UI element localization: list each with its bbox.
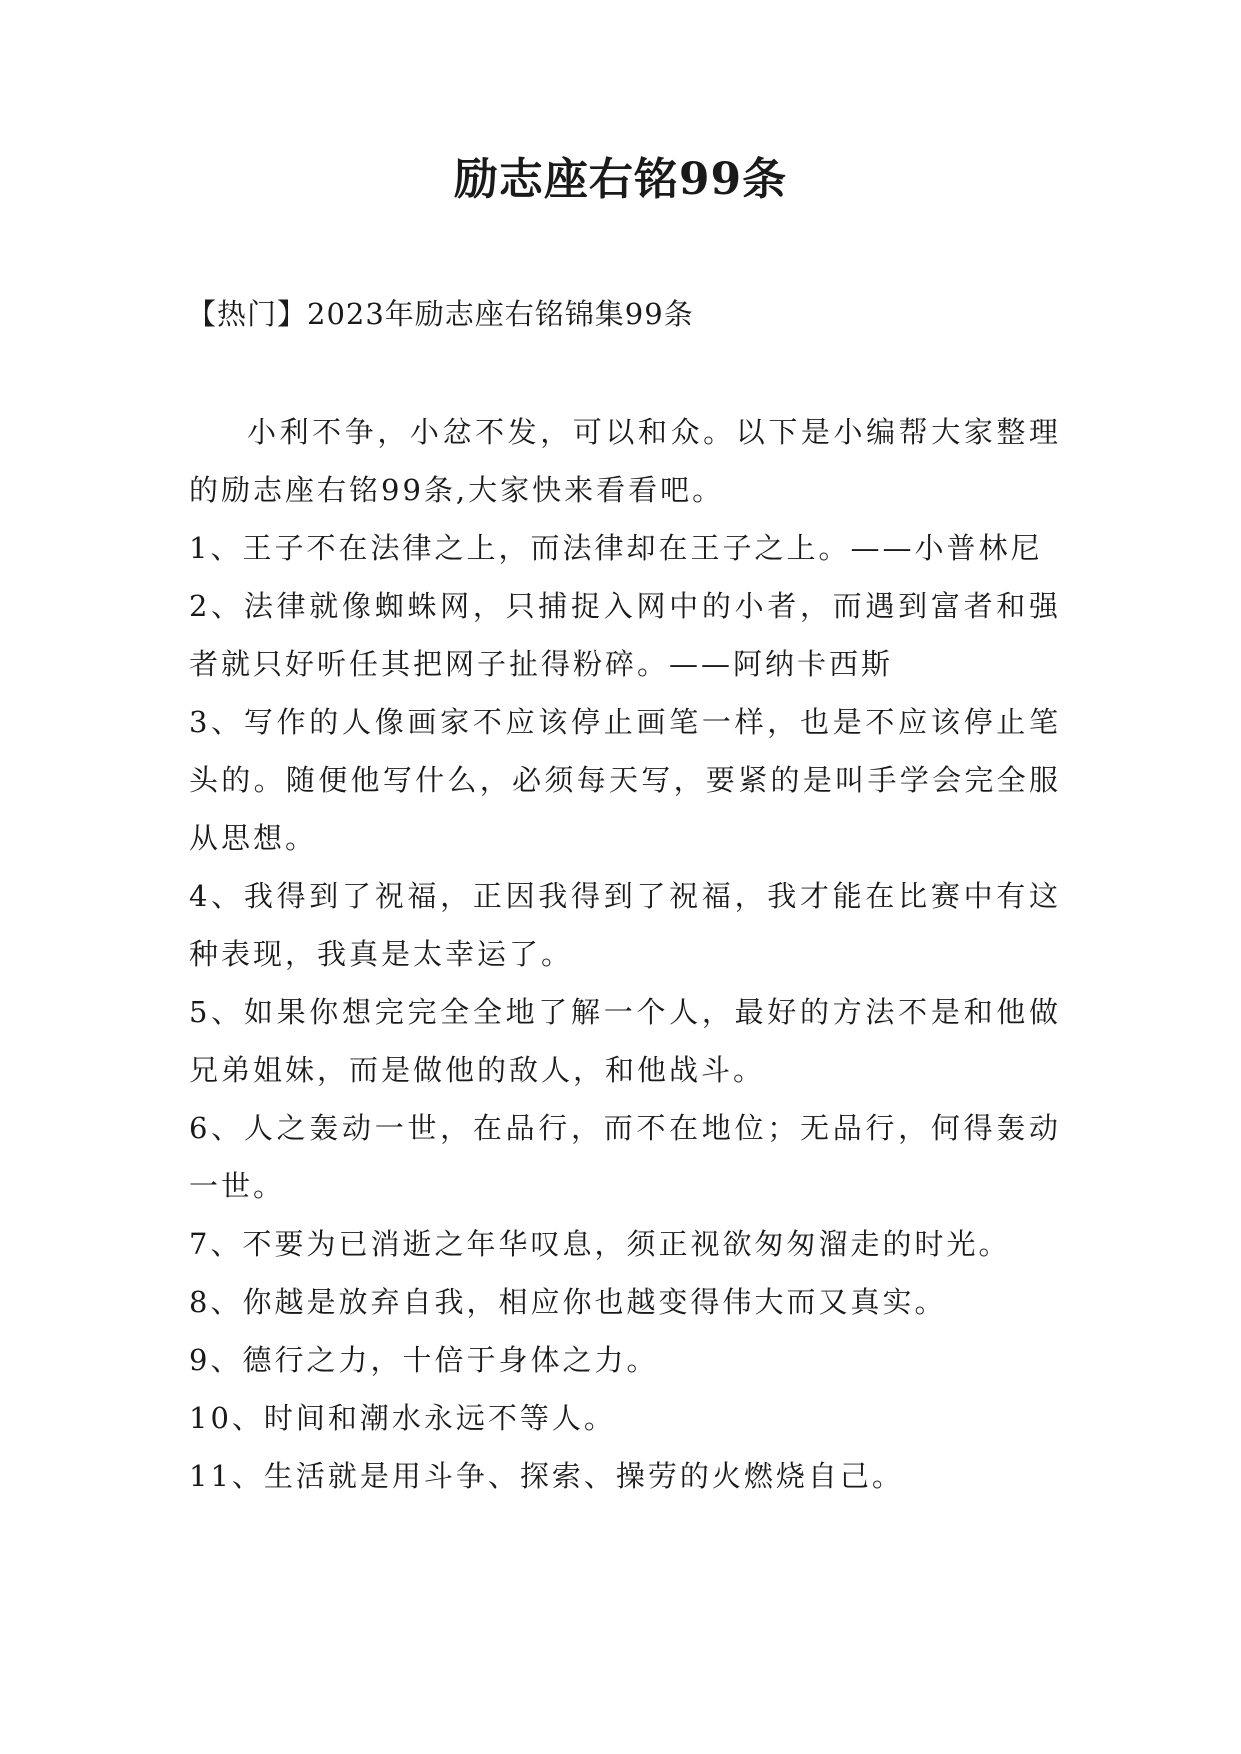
list-item: 4、我得到了祝福，正因我得到了祝福，我才能在比赛中有这种表现，我真是太幸运了。: [189, 879, 1061, 971]
list-item: 1、王子不在法律之上，而法律却在王子之上。——小普林尼: [189, 531, 1043, 565]
document-title: 励志座右铭99条: [453, 154, 788, 205]
document-body: [189, 403, 1061, 1505]
list-item: 3、写作的人像画家不应该停止画笔一样，也是不应该停止笔头的。随便他写什么，必须每天写，要紧的是叫手学会完全服从思想。: [189, 705, 1061, 855]
intro-paragraph: 小利不争，小忿不发，可以和众。以下是小编帮大家整理的励志座右铭99条,大家快来看看吧。: [189, 415, 1061, 507]
list-item: 7、不要为已消逝之年华叹息，须正视欲匆匆溜走的时光。: [189, 1227, 1011, 1261]
list-item: 9、德行之力，十倍于身体之力。: [189, 1343, 659, 1377]
list-item: 2、法律就像蜘蛛网，只捕捉入网中的小者，而遇到富者和强者就只好听任其把网子扯得粉碎。——阿纳卡西斯: [189, 589, 1061, 681]
list-item: 6、人之轰动一世，在品行，而不在地位；无品行，何得轰动一世。: [189, 1111, 1061, 1203]
document-subtitle: 【热门】2023年励志座右铭锦集99条: [187, 297, 694, 331]
list-item: 5、如果你想完完全全地了解一个人，最好的方法不是和他做兄弟姐妹，而是做他的敌人，和他战斗。: [189, 995, 1061, 1087]
list-item: 11、生活就是用斗争、探索、操劳的火燃烧自己。: [189, 1459, 904, 1493]
list-item: 10、时间和潮水永远不等人。: [189, 1401, 616, 1435]
list-item: 8、你越是放弃自我，相应你也越变得伟大而又真实。: [189, 1285, 947, 1319]
